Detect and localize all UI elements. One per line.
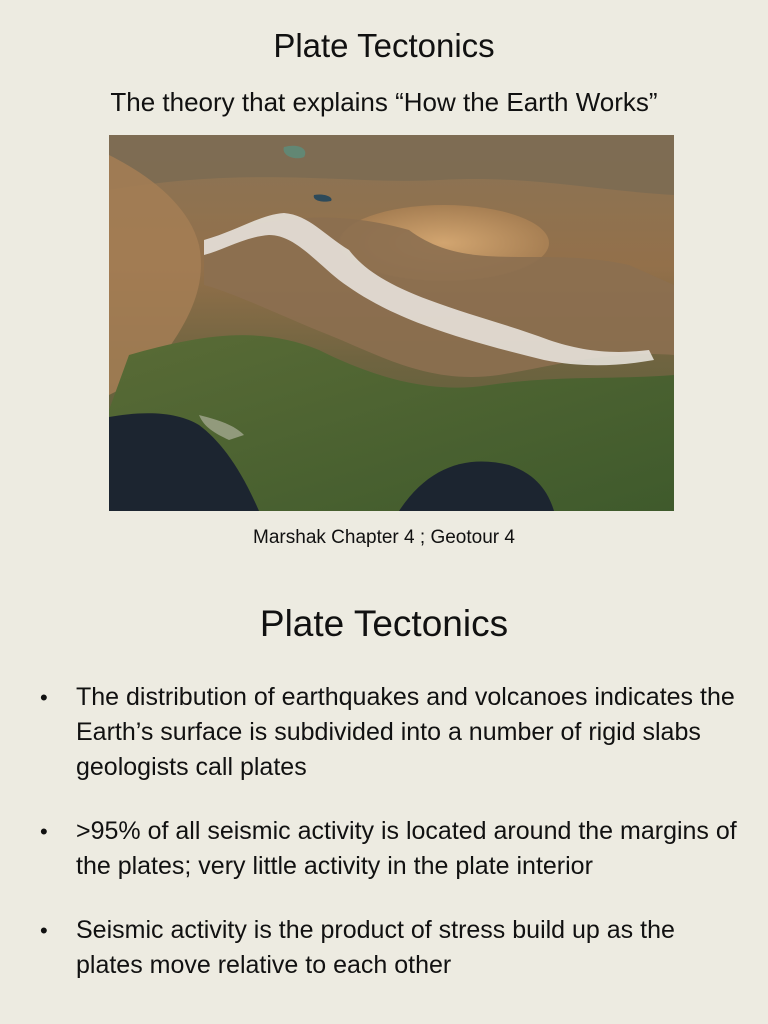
- slide-subtitle: The theory that explains “How the Earth Works”: [110, 87, 658, 117]
- satellite-image: [109, 135, 674, 511]
- bullet-dot-icon: •: [40, 819, 48, 844]
- bullet-text: Seismic activity is the product of stress build up as the plates move relative to each other: [76, 916, 675, 979]
- bullet-dot-icon: •: [40, 918, 48, 943]
- image-caption: Marshak Chapter 4 ; Geotour 4: [253, 527, 515, 548]
- bullet-text: The distribution of earthquakes and volcanoes indicates the Earth’s surface is subdivided into a number of rigid slabs geologists call plates: [76, 683, 735, 781]
- bullet-dot-icon: •: [40, 685, 48, 710]
- slide-title: Plate Tectonics: [273, 27, 495, 64]
- bullet-list: [40, 680, 740, 1012]
- bullet-item: [40, 913, 740, 983]
- bullet-item: [40, 814, 740, 884]
- slide-title-2: Plate Tectonics: [259, 603, 509, 644]
- bullet-item: [40, 680, 740, 785]
- bullet-text: >95% of all seismic activity is located around the margins of the plates; very little activity in the plate interior: [76, 817, 737, 880]
